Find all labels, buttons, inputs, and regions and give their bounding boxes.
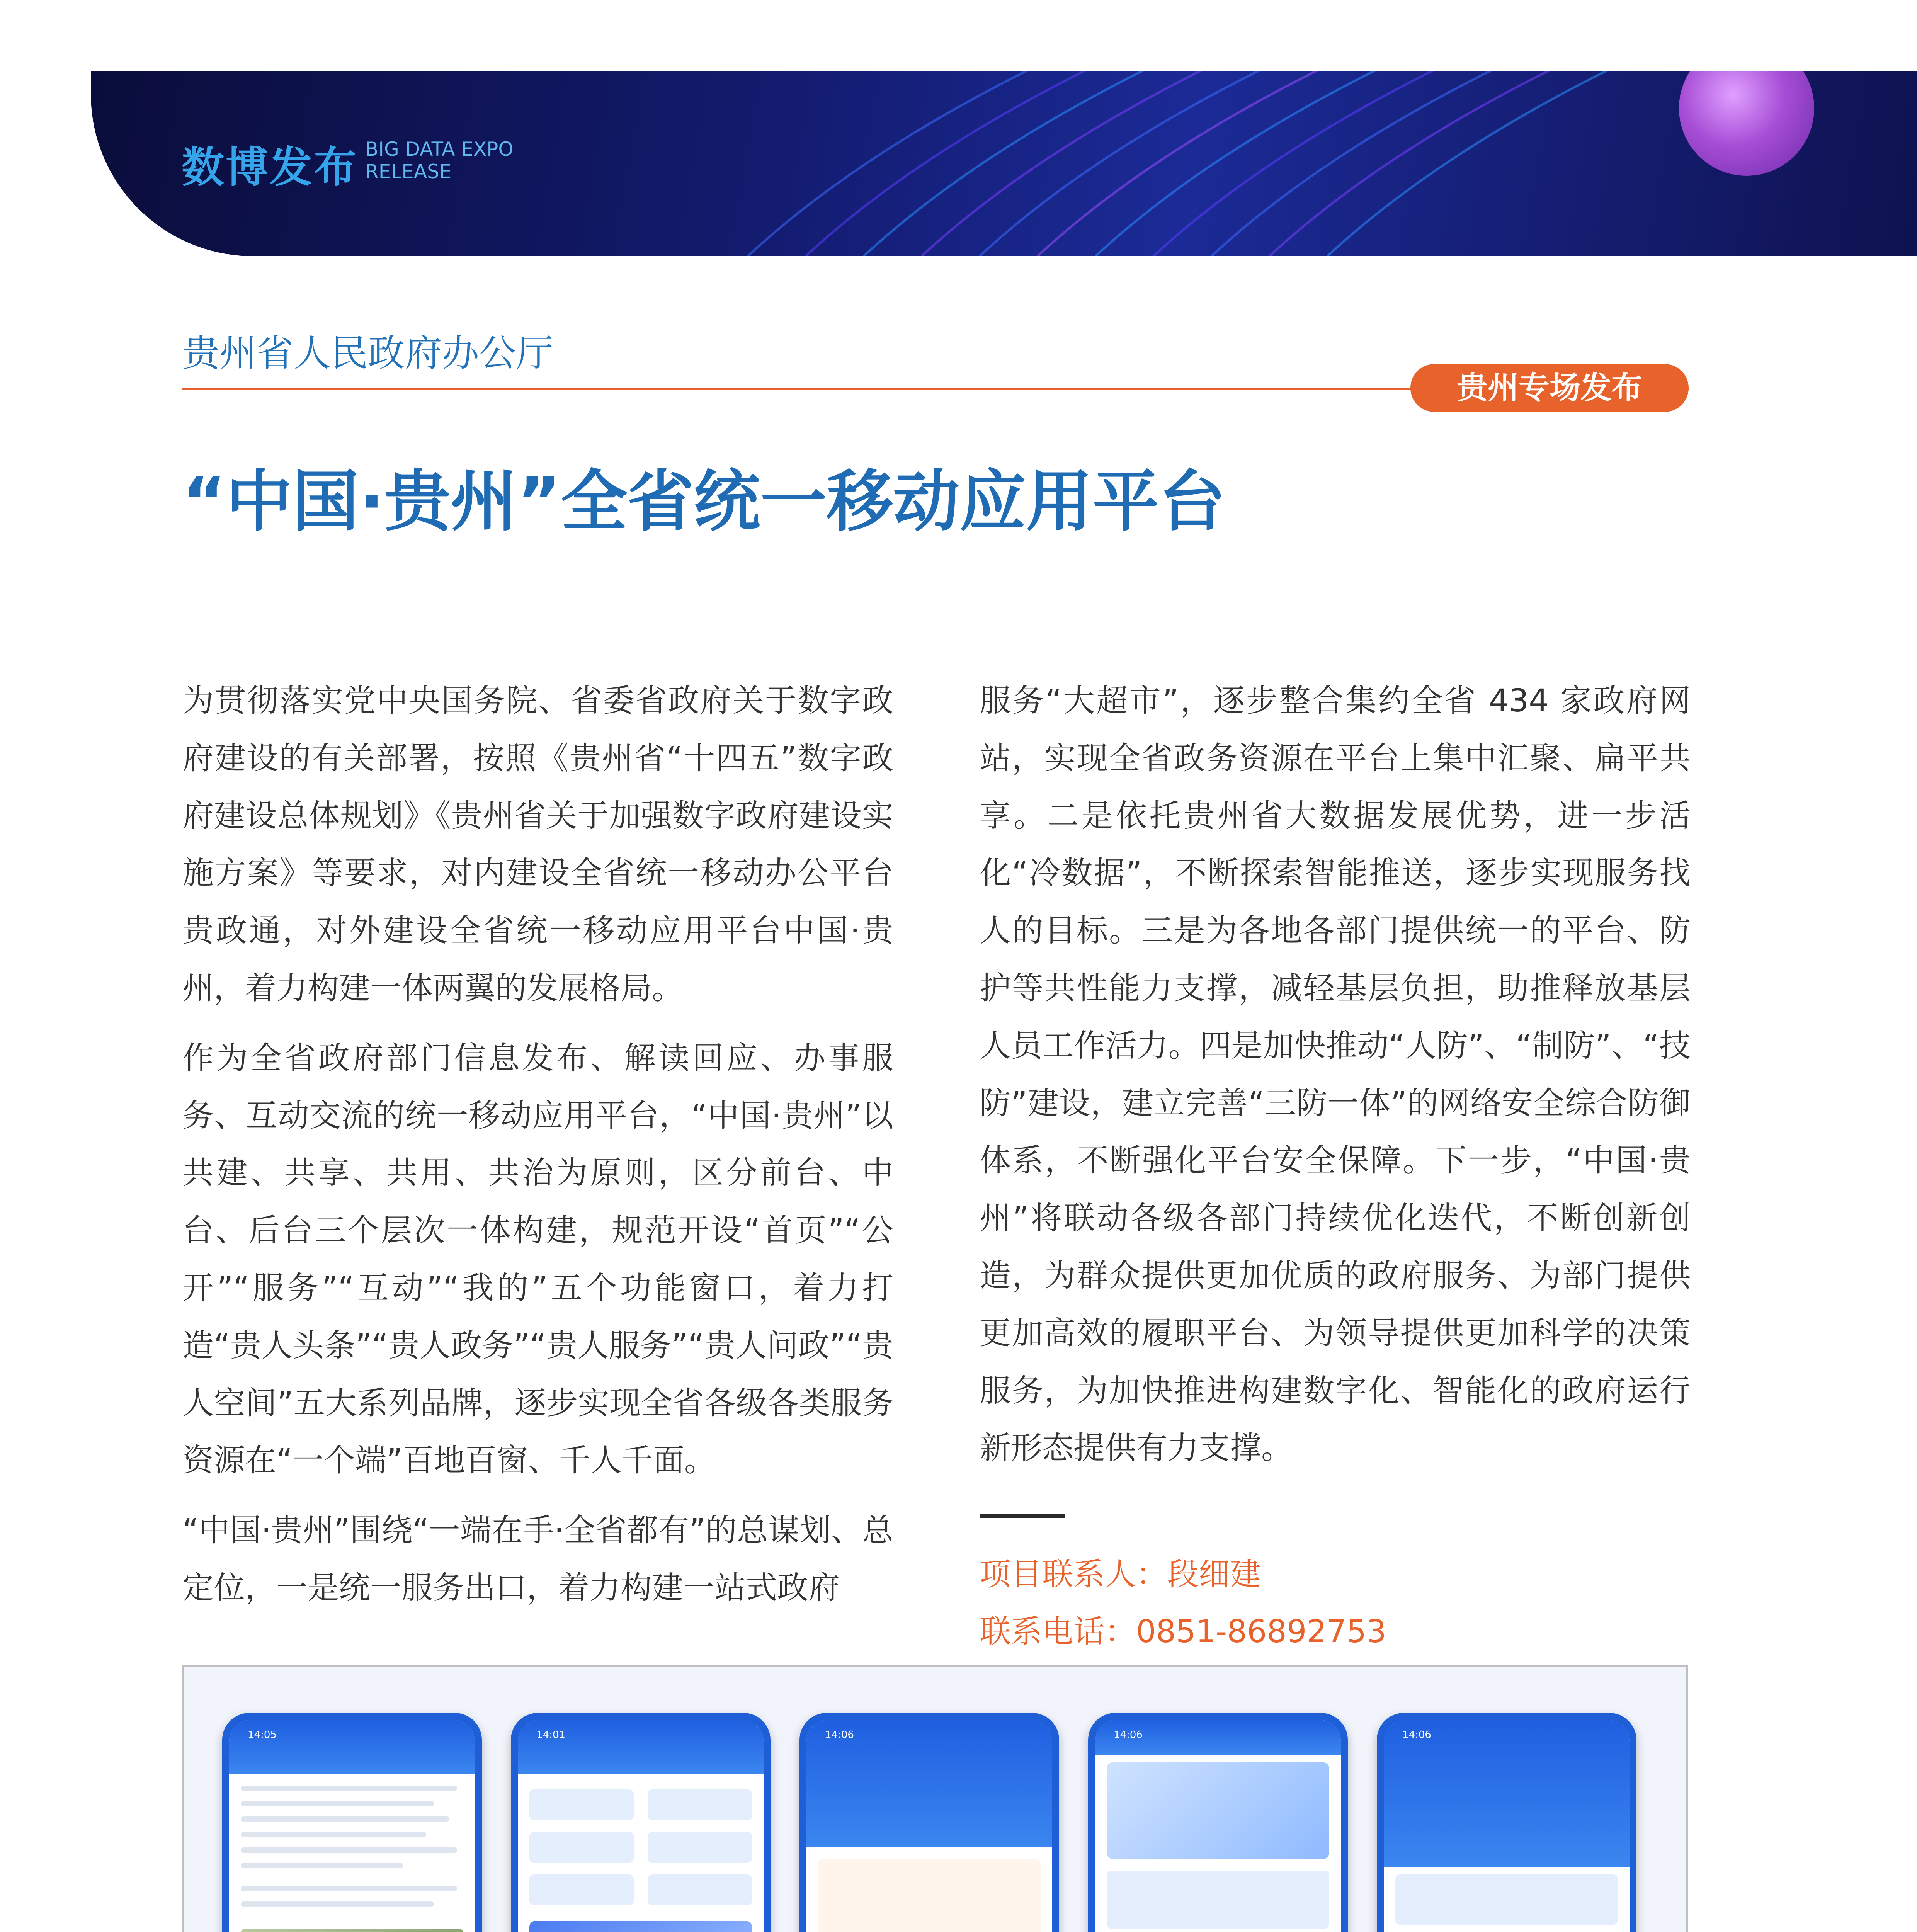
phone-mockup (1088, 1713, 1348, 1932)
paragraph-1: 为贯彻落实党中央国务院、省委省政府关于数字政府建设的有关部署，按照《贵州省“十四五”数字政府建设总体规划》《贵州省关于加强数字政府建设实施方案》等要求，对内建设全省统一移动办公平台贵政通，对外建设全省统一移动应用平台中国·贵州，着力构建一体两翼的发展格局。 (182, 683, 893, 1007)
status-time: 14:06 (1114, 1729, 1143, 1741)
phone-screen (229, 1720, 475, 1932)
status-time: 14:06 (1402, 1729, 1431, 1741)
screen-header (1384, 1720, 1630, 1867)
screen-header (518, 1720, 764, 1774)
section-tag: 贵州专场发布 (1410, 364, 1689, 412)
promo-banner (529, 1921, 752, 1932)
screen-text-line (241, 1816, 449, 1822)
status-time: 14:06 (825, 1729, 854, 1741)
service-card (529, 1832, 634, 1863)
phone-screen (518, 1720, 764, 1932)
phone-mockup (222, 1713, 482, 1932)
service-grid (1107, 1871, 1329, 1929)
phone-screen (1384, 1720, 1630, 1932)
screen-text-line (241, 1801, 434, 1806)
screen-header (229, 1720, 475, 1774)
article-title: “中国·贵州”全省统一移动应用平台 (182, 463, 1226, 540)
header-banner (91, 71, 1917, 256)
brand-title: 数博发布 (182, 143, 358, 192)
screen-text-line (241, 1901, 434, 1907)
contact-phone: 联系电话：0851-86892753 (980, 1614, 1386, 1650)
brand-subtitle-line2: RELEASE (365, 160, 452, 183)
screen-header (1095, 1720, 1341, 1755)
phone-mockup (1377, 1713, 1636, 1932)
banner-light-rays (91, 71, 1917, 256)
screen-text-line (241, 1832, 426, 1837)
status-time: 14:01 (536, 1729, 565, 1741)
promo-banner (1107, 1762, 1329, 1859)
status-time: 14:05 (248, 1729, 277, 1741)
service-card (648, 1832, 752, 1863)
body-column-right (980, 672, 1691, 1477)
service-card (648, 1789, 752, 1820)
screen-text-line (241, 1886, 457, 1891)
screen-header (806, 1720, 1052, 1847)
paragraph-3: “中国·贵州”围绕“一端在手·全省都有”的总谋划、总定位，一是统一服务出口，着力构建一站式政府 (182, 1512, 893, 1606)
icon-row (1395, 1874, 1618, 1925)
organization-name: 贵州省人民政府办公厅 (182, 332, 553, 375)
screen-text-line (241, 1786, 457, 1791)
contact-person: 项目联系人：段细建 (980, 1556, 1262, 1593)
body-column-left (182, 672, 893, 1617)
brand-subtitle-line1: BIG DATA EXPO (365, 138, 514, 160)
phone-mockup (511, 1713, 771, 1932)
screen-text-line (241, 1863, 403, 1868)
screen-text-line (241, 1847, 457, 1853)
phone-screen (806, 1720, 1052, 1932)
contact-separator (980, 1514, 1065, 1518)
phone-mockup (799, 1713, 1059, 1932)
phone-screen (1095, 1720, 1341, 1932)
service-card (648, 1874, 752, 1905)
news-image (241, 1929, 463, 1932)
paragraph-2: 作为全省政府部门信息发布、解读回应、办事服务、互动交流的统一移动应用平台，“中国·贵州”以共建、共享、共用、共治为原则，区分前台、中台、后台三个层次一体构建，规范开设“首页”“公开”“服务”“互动”“我的”五个功能窗口，着力打造“贵人头条”“贵人政务”“贵人服务”“贵人问政”“贵人空间”五大系列品牌，逐步实现全省各级各类服务资源在“一个端”百地百窗、千人千面。 (182, 1040, 893, 1479)
service-card (529, 1789, 634, 1820)
paragraph-continued: 服务“大超市”，逐步整合集约全省 434 家政府网站，实现全省政务资源在平台上集中汇聚、扁平共享。二是依托贵州省大数据发展优势，进一步活化“冷数据”，不断探索智能推送，逐步实现服务找人的目标。三是为各地各部门提供统一的平台、防护等共性能力支撑，减轻基层负担，助推释放基层人员工作活力。四是加快推动“人防”、“制防”、“技防”建设，建立完善“三防一体”的网络安全综合防御体系，不断强化平台安全保障。下一步，“中国·贵州”将联动各级各部门持续优化迭代，不断创新创造，为群众提供更加优质的政府服务、为部门提供更加高效的履职平台、为领导提供更加科学的决策服务，为加快推进构建数字化、智能化的政府运行新形态提供有力支撑。 (980, 683, 1691, 1467)
service-grid (818, 1859, 1041, 1932)
app-screenshots-figure (182, 1665, 1688, 1932)
service-card (529, 1874, 634, 1905)
